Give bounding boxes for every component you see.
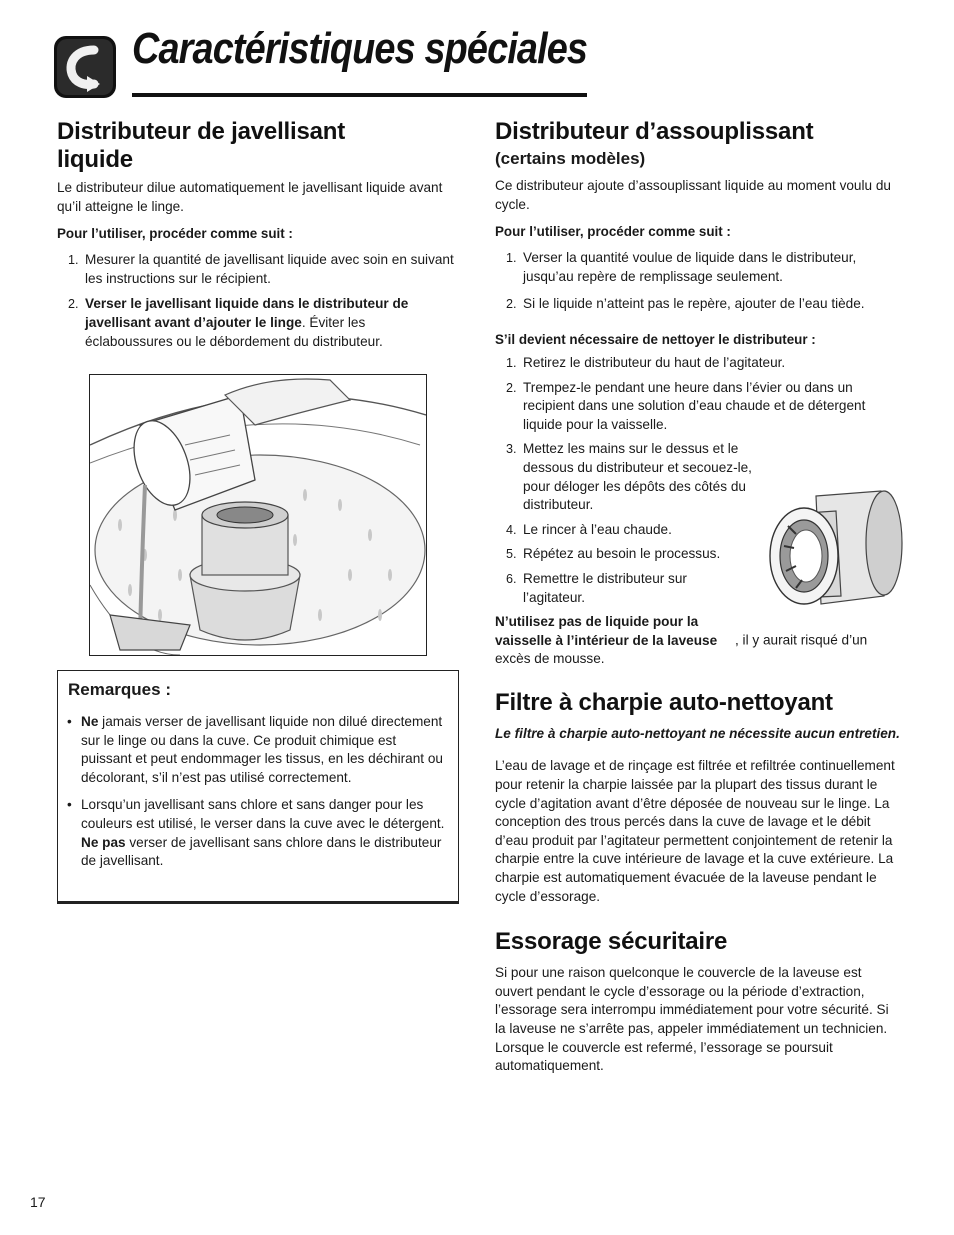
- softener-warning: [495, 613, 900, 669]
- step-number: 2.: [506, 380, 517, 395]
- softener-heading: Distributeur d’assouplissant: [495, 118, 814, 145]
- step-number: 4.: [506, 522, 517, 537]
- step-number: 2.: [506, 297, 517, 312]
- warning-text: , il y aurait risqué d’un excès de mousse.: [495, 632, 868, 667]
- bullet-icon: •: [67, 797, 72, 813]
- title-underline: [132, 93, 587, 97]
- step-number: 5.: [506, 547, 517, 562]
- list-item: [495, 354, 900, 373]
- notes-list: [58, 713, 458, 871]
- list-item: [58, 796, 458, 870]
- step-text: Répétez au besoin le processus.: [523, 546, 721, 562]
- bleach-section: [57, 118, 455, 358]
- bleach-intro: Le distributeur dilue automatiquement le javellisant liquide avant qu’il atteigne le linge.: [57, 180, 443, 214]
- step-number: 1.: [506, 251, 517, 266]
- step-number: 2.: [68, 297, 79, 312]
- softener-intro: Ce distributeur ajoute d’assouplissant liquide au moment voulu du cycle.: [495, 178, 891, 212]
- step-text: Mettez les mains sur le dessus et le dessous du distributeur et secouez-le, pour déloger les dépôts des côtés du distributeur.: [523, 441, 752, 513]
- step-text: Mesurer la quantité de javellisant liquide avec soin en suivant les instructions sur le récipient.: [85, 252, 454, 286]
- list-item: [495, 570, 743, 607]
- bleach-heading: Distributeur de javellisant liquide: [57, 118, 346, 173]
- list-item: [495, 379, 900, 435]
- list-item: [58, 713, 458, 787]
- notes-box: [57, 670, 459, 904]
- list-item: [57, 295, 455, 351]
- step-text: Remettre le distributeur sur l’agitateur.: [523, 570, 687, 605]
- notes-heading: Remarques :: [68, 680, 171, 699]
- softener-steps: [495, 249, 900, 314]
- note-bold-text: Ne: [81, 714, 99, 729]
- step-number: 1.: [506, 355, 517, 370]
- softener-dispenser-illustration: [766, 486, 906, 612]
- spin-body: Si pour une raison quelconque le couvercle de la laveuse est ouvert pendant le cycle d’essorage ou la période d’extraction, l’essorage sera interrompu immédiatement pour votre sécurité. Si la laveuse ne s’arrête pas, appeler immédiatement un technicien. Lorsque le couvercle est refermé, l’essorage se poursuit automatiquement.: [495, 965, 889, 1074]
- step-text: Retirez le distributeur du haut de l’agitateur.: [523, 354, 786, 370]
- list-item: [495, 249, 900, 286]
- step-text: Verser la quantité voulue de liquide dans le distributeur, jusqu’au repère de remplissage seulement.: [523, 250, 857, 284]
- note-text: Lorsqu’un javellisant sans chlore et sans danger pour les couleurs est utilisé, le verser dans la cuve avec le détergent.: [81, 797, 445, 831]
- step-number: 1.: [68, 253, 79, 268]
- step-text: Si le liquide n’atteint pas le repère, ajouter de l’eau tiède.: [523, 296, 865, 312]
- step-text: Le rincer à l’eau chaude.: [523, 521, 672, 537]
- lint-body: L’eau de lavage et de rinçage est filtrée et refiltrée continuellement pour retenir la charpie laissée par la plupart des tissus durant le cycle d’agitation avant d’être déposée de nouveau sur le linge. La conception des trous percés dans la cuve de lavage et le débit d’eau produit par l’agitateur permettent conjointement de retenir la charpie entre la cuve intérieure de lavage et la cuve extérieure. La charpie est automatiquement évacuée de la laveuse pendant le cycle d’essorage.: [495, 758, 895, 904]
- note-text: verser de javellisant sans chlore dans le distributeur de javellisant.: [81, 834, 442, 869]
- list-item: [57, 251, 455, 288]
- warning-bold-text: N’utilisez pas de liquide pour la vaisselle à l’intérieur de la laveuse: [495, 614, 718, 648]
- step-number: 6.: [506, 571, 517, 586]
- step-number: 3.: [506, 442, 517, 457]
- list-item: [495, 295, 900, 314]
- section-logo-icon: [54, 36, 116, 98]
- softener-howto: Pour l’utiliser, procéder comme suit :: [495, 224, 731, 240]
- page-title: Caractéristiques spéciales: [132, 24, 588, 73]
- note-text: jamais verser de javellisant liquide non dilué directement sur le linge ou dans la cuve. Ce produit chimique est puissant et peut endommager les tissus, en les déchirant ou décolorant, s’il n’est pas utilisé correctement.: [81, 714, 443, 785]
- list-item: [495, 440, 753, 514]
- page-number: 17: [30, 1194, 46, 1210]
- bullet-icon: •: [67, 714, 72, 729]
- note-bold-text: Ne pas: [81, 834, 126, 850]
- step-text: Trempez-le pendant une heure dans l’évier ou dans un recipient dans une solution d’eau chaude et de détergent liquide pour la vaisselle.: [523, 379, 866, 432]
- bleach-steps: [57, 251, 455, 351]
- bleach-pouring-illustration: [89, 374, 427, 656]
- spin-heading: Essorage sécuritaire: [495, 928, 728, 956]
- clean-heading: S’il devient nécessaire de nettoyer le distributeur :: [495, 331, 816, 347]
- bleach-howto: Pour l’utiliser, procéder comme suit :: [57, 226, 293, 242]
- step-bold-text: Verser le javellisant liquide dans le distributeur de javellisant avant d’ajouter le linge: [85, 296, 409, 330]
- lint-subheading: Le filtre à charpie auto-nettoyant ne nécessite aucun entretien.: [495, 725, 900, 741]
- lint-heading: Filtre à charpie auto-nettoyant: [495, 688, 833, 716]
- softener-subheading: (certains modèles): [495, 149, 646, 168]
- step-text: . Éviter les éclaboussures ou le débordement du distributeur.: [85, 314, 383, 349]
- curved-arrow-icon: [54, 36, 116, 98]
